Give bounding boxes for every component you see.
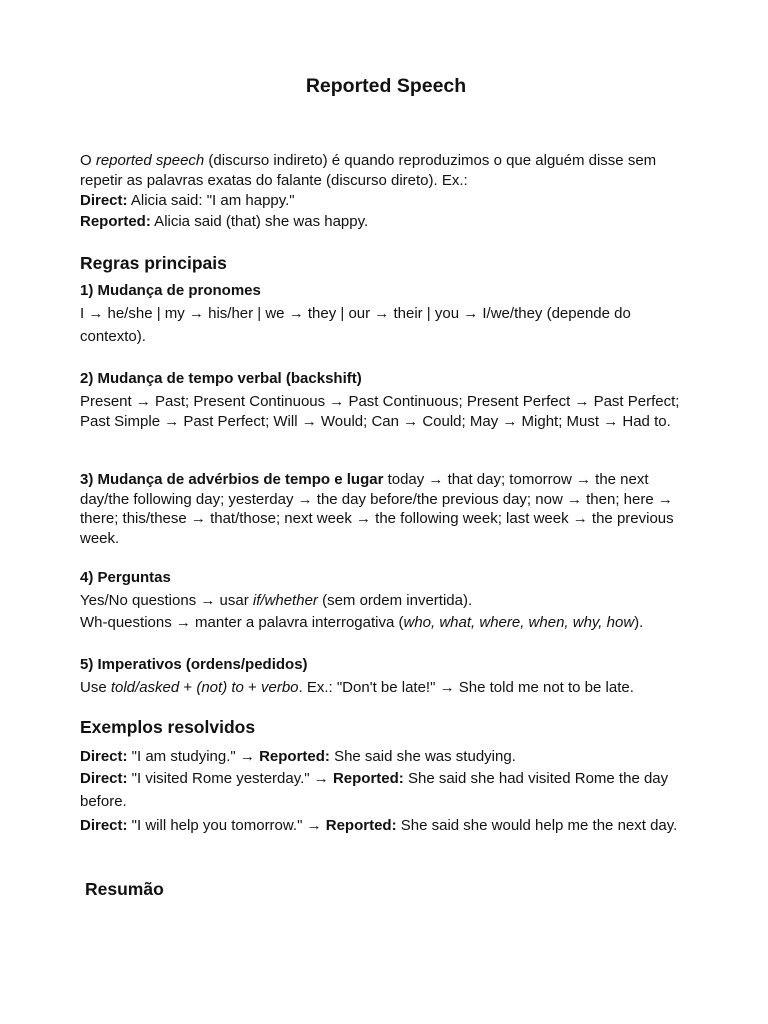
rule-5-italic-2: (not) to xyxy=(196,679,244,696)
intro-term: reported speech xyxy=(95,152,205,169)
rule-4-l2-a: Wh-questions → manter a palavra interrogativa ( xyxy=(80,614,404,631)
intro-o: O xyxy=(80,152,96,169)
example-direct-text: "I will help you tomorrow." xyxy=(127,817,303,834)
example-2 xyxy=(80,767,692,813)
rule-5-italic-1: told/asked xyxy=(110,679,180,696)
rule-5-text xyxy=(80,678,692,698)
example-direct-label: Direct: xyxy=(80,817,128,834)
rule-5-title: 5) Imperativos (ordens/pedidos) xyxy=(80,656,308,673)
rule-2-title: 2) Mudança de tempo verbal (backshift) xyxy=(80,370,362,387)
intro-paragraph xyxy=(80,151,692,190)
example-reported-label: Reported: xyxy=(259,748,330,765)
example-reported-text: She said she would help me the next day. xyxy=(396,817,678,834)
intro-reported-text: Alicia said (that) she was happy. xyxy=(150,213,369,230)
page-title: Reported Speech xyxy=(305,75,467,97)
example-reported-label: Reported: xyxy=(332,770,404,787)
example-1 xyxy=(80,745,692,768)
rule-4-line-2 xyxy=(80,613,692,633)
example-reported-text: She said she had visited Rome the day before. xyxy=(80,770,669,810)
rule-3-paragraph xyxy=(80,470,692,548)
summary-heading: Resumão xyxy=(85,879,164,899)
rule-4-l1-italic: if/whether xyxy=(252,592,318,609)
intro-direct-line xyxy=(80,191,692,211)
examples-heading: Exemplos resolvidos xyxy=(80,717,256,737)
direct-label: Direct: xyxy=(80,192,128,209)
example-direct-text: "I am studying." xyxy=(127,748,236,765)
rule-2-text: Present → Past; Present Continuous → Past Continuous; Present Perfect → Past Perfect; Past Simple → Past Perfect; Will → Would; Can → Could; May → Might; Must → Had to. xyxy=(80,393,680,430)
rule-4-line-1 xyxy=(80,591,692,611)
rule-5-italic-3: verbo xyxy=(260,679,299,696)
rules-heading: Regras principais xyxy=(80,253,227,273)
rule-5-b: + xyxy=(179,679,197,696)
rule-3-title: 3) Mudança de advérbios de tempo e lugar xyxy=(80,471,384,488)
rule-4-title: 4) Perguntas xyxy=(80,569,171,586)
example-direct-label: Direct: xyxy=(80,748,128,765)
rule-4-l2-italic: who, what, where, when, why, how xyxy=(403,614,635,631)
arrow-glyph: → xyxy=(302,817,326,834)
intro-reported-line xyxy=(80,212,692,232)
intro-direct-text: Alicia said: "I am happy." xyxy=(127,192,295,209)
rule-3-text: today → that day; tomorrow → the next day/the following day; yesterday → the day before/the previous day; now → then; here → there; this/these → that/those; next week → the following week; last week → the previous week. xyxy=(80,471,674,547)
example-3 xyxy=(80,814,692,837)
rule-1-title: 1) Mudança de pronomes xyxy=(80,282,261,299)
rule-4-l1-a: Yes/No questions → usar xyxy=(80,592,253,609)
rule-4-l2-b: ). xyxy=(634,614,644,631)
reported-label: Reported: xyxy=(80,213,151,230)
rule-5-c: + xyxy=(243,679,261,696)
example-direct-label: Direct: xyxy=(80,770,128,787)
intro-rest: (discurso indireto) é quando reproduzimos o que alguém disse sem repetir as palavras exatas do falante (discurso direto). Ex.: xyxy=(80,152,657,189)
example-direct-text: "I visited Rome yesterday." xyxy=(127,770,310,787)
example-reported-text: She said she was studying. xyxy=(329,748,516,765)
rule-4-l1-b: (sem ordem invertida). xyxy=(317,592,473,609)
arrow-glyph: → xyxy=(309,770,333,787)
example-reported-label: Reported: xyxy=(325,817,397,834)
arrow-glyph: → xyxy=(235,748,260,765)
rule-5-d: . Ex.: "Don't be late!" → She told me not to be late. xyxy=(298,679,634,696)
rule-5-a: Use xyxy=(80,679,111,696)
rule-1-text: I → he/she | my → his/her | we → they | our → their | you → I/we/they (depende do contexto). xyxy=(80,305,631,345)
